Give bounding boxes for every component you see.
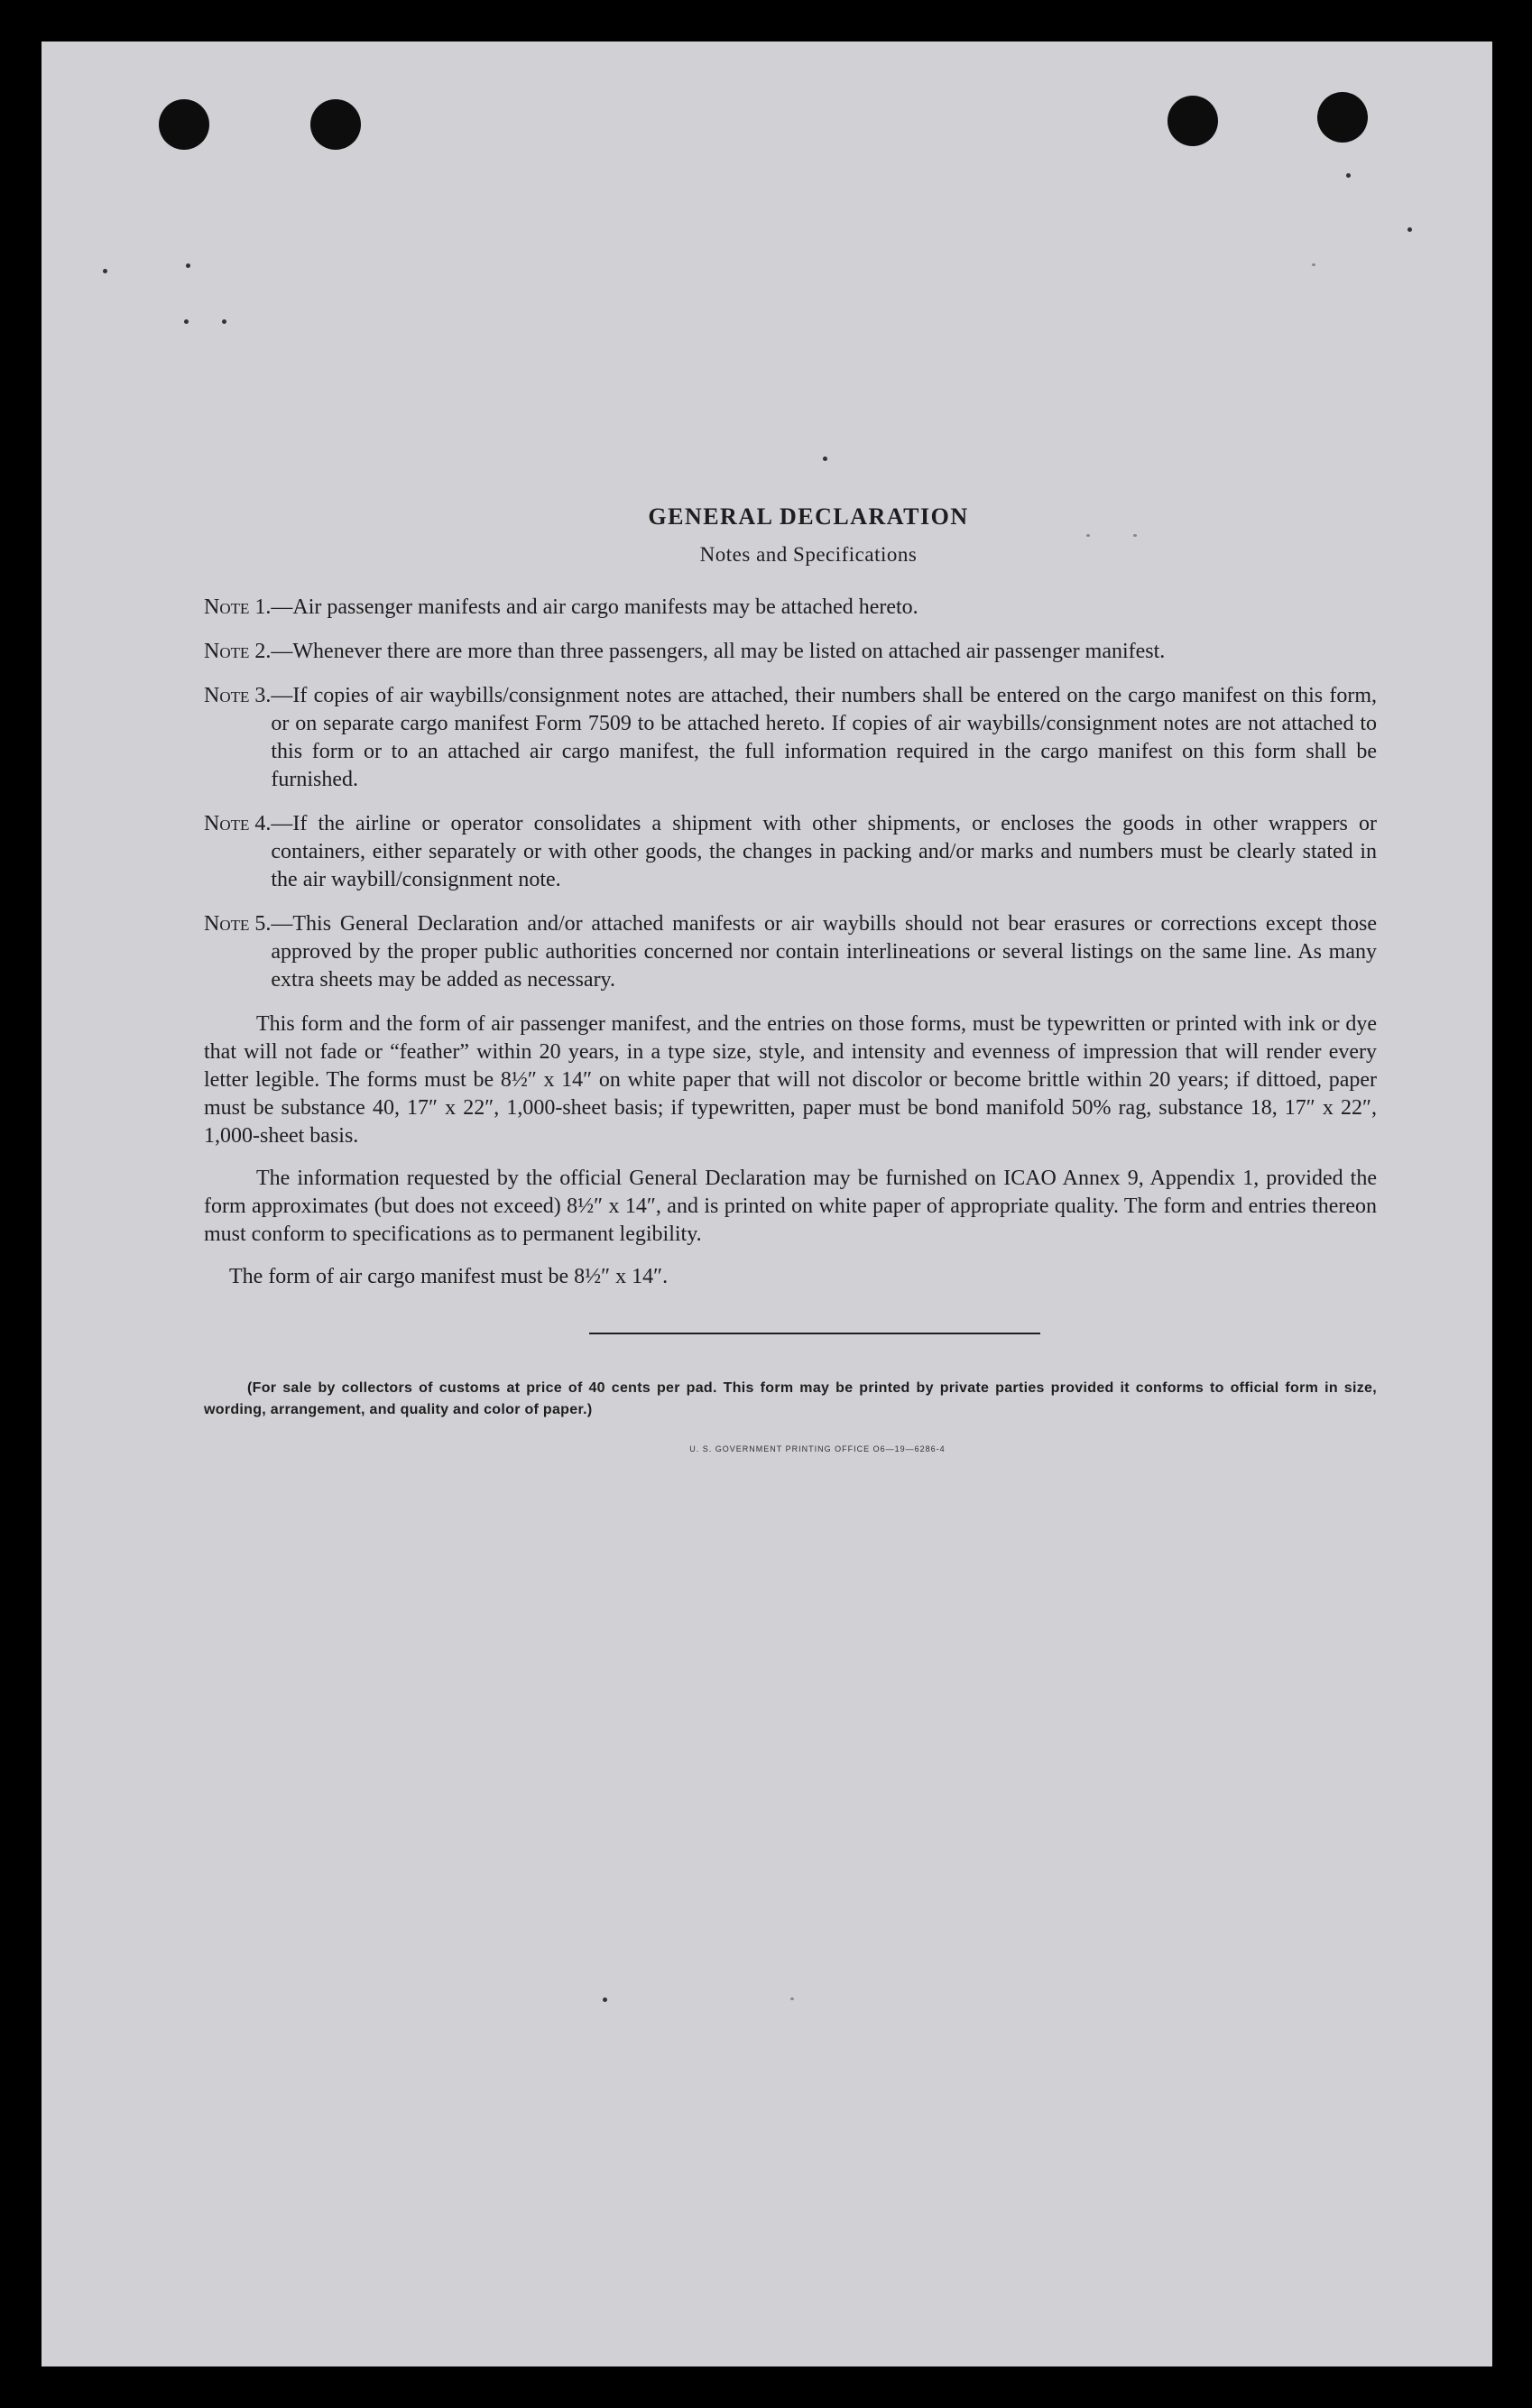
punch-hole-right-1 xyxy=(1167,96,1218,146)
note-label: Note 1. xyxy=(204,595,272,619)
note-text: —Whenever there are more than three passengers, all may be listed on attached air passenger manifest. xyxy=(271,640,1166,663)
note-2 xyxy=(204,638,1377,666)
speck-mark xyxy=(790,1997,794,2000)
document-page xyxy=(42,42,1492,2366)
note-label: Note 3. xyxy=(204,684,272,707)
note-1 xyxy=(204,594,1377,622)
speck-mark xyxy=(1346,173,1351,178)
speck-mark xyxy=(823,457,827,461)
speck-mark xyxy=(603,1997,607,2002)
note-text: —If copies of air waybills/consignment notes are attached, their numbers shall be entered on the cargo manifest on this form, or on separate cargo manifest Form 7509 to be attached hereto. If copies of air waybills/consignment notes are not attached to this form or to an attached air cargo manifest, the full information required in the cargo manifest on this form shall be furnished. xyxy=(271,684,1377,791)
note-4 xyxy=(204,810,1377,894)
paragraph-cargo-manifest-size: The form of air cargo manifest must be 8½″ x 14″. xyxy=(229,1265,669,1288)
note-5 xyxy=(204,910,1377,994)
document-title: GENERAL DECLARATION xyxy=(648,503,969,530)
printer-imprint: U. S. GOVERNMENT PRINTING OFFICE O6—19—6286-4 xyxy=(689,1444,946,1453)
sale-notice: (For sale by collectors of customs at price of 40 cents per pad. This form may be printed by private parties provided it conforms to official form in size, wording, arrangement, and quality and color of paper.) xyxy=(204,1380,1377,1417)
note-label: Note 2. xyxy=(204,640,272,663)
note-label: Note 5. xyxy=(204,912,272,936)
speck-mark xyxy=(186,263,190,268)
speck-mark xyxy=(103,269,107,273)
punch-hole-right-2 xyxy=(1317,92,1368,143)
speck-mark xyxy=(1407,227,1412,232)
paragraph-form-requirements: This form and the form of air passenger manifest, and the entries on those forms, must be typewritten or printed with ink or dye that will not fade or “feather” within 20 years, in a type size, style, and intensity and evenness of impression that will render every letter legible. The forms must be 8½″ x 14″ on white paper that will not discolor or become brittle within 20 years; if dittoed, paper must be substance 40, 17″ x 22″, 1,000-sheet basis; if typewritten, paper must be bond manifold 50% rag, substance 18, 17″ x 22″, 1,000-sheet basis. xyxy=(204,1012,1377,1148)
note-text: —If the airline or operator consolidates a shipment with other shipments, or encloses the goods in other wrappers or containers, either separately or with other goods, the changes in packing and/or marks and numbers must be clearly stated in the air waybill/consignment note. xyxy=(271,812,1377,891)
punch-hole-left-1 xyxy=(159,99,209,150)
document-subtitle: Notes and Specifications xyxy=(699,543,918,566)
speck-mark xyxy=(222,319,226,324)
section-divider xyxy=(589,1333,1040,1334)
speck-mark xyxy=(184,319,189,324)
note-text: —Air passenger manifests and air cargo manifests may be attached hereto. xyxy=(271,595,918,619)
speck-mark xyxy=(1312,263,1315,266)
punch-hole-left-2 xyxy=(310,99,361,150)
note-label: Note 4. xyxy=(204,812,272,835)
note-3 xyxy=(204,682,1377,794)
document-body xyxy=(204,503,1377,1453)
paragraph-icao-alternative: The information requested by the official General Declaration may be furnished on ICAO Annex 9, Appendix 1, provided the form approximates (but does not exceed) 8½″ x 14″, and is printed on white paper of appropriate quality. The form and entries thereon must conform to specifications as to permanent legibility. xyxy=(204,1167,1377,1246)
note-text: —This General Declaration and/or attached manifests or air waybills should not bear erasures or corrections except those approved by the proper public authorities concerned nor contain interlineations or several listings on the same line. As many extra sheets may be added as necessary. xyxy=(271,912,1377,992)
